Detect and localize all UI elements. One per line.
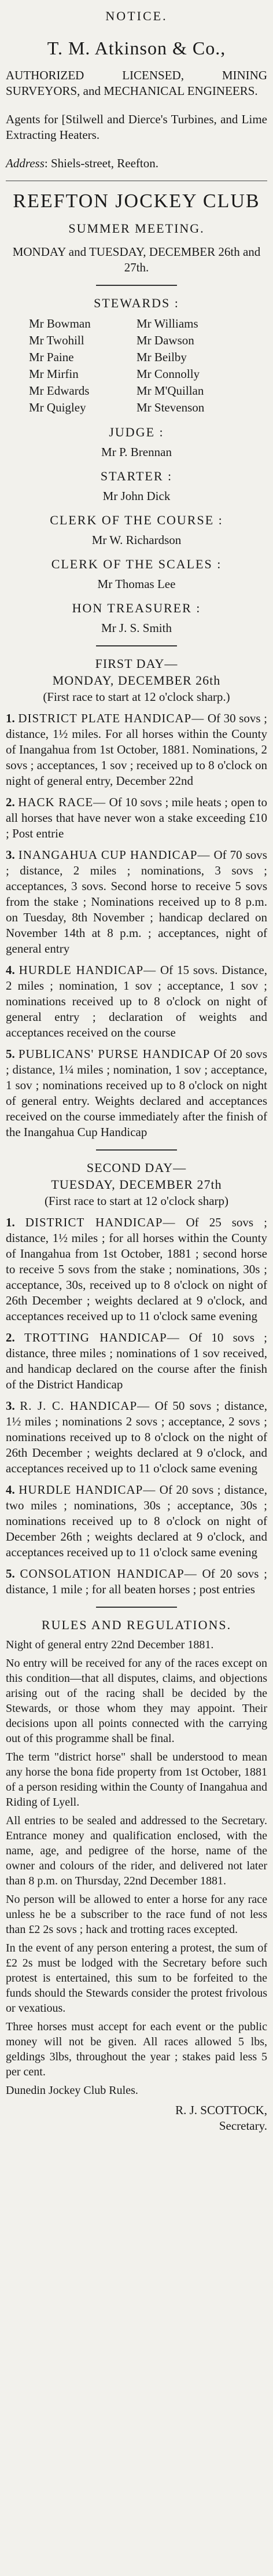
club-name: REEFTON JOCKEY CLUB (13, 190, 260, 212)
steward-name: Mr Dawson (136, 333, 194, 347)
firm-name: T. M. Atkinson & Co., (47, 38, 226, 58)
steward-name: Mr Edwards (29, 384, 90, 398)
day2-start-note: (First race to start at 12 o'clock sharp) (44, 1194, 229, 1208)
race-name: TROTTING HANDICAP— (24, 1331, 180, 1344)
rules-body (6, 1637, 267, 2098)
race-name: HACK RACE— (18, 795, 106, 809)
steward-name: Mr Connolly (136, 367, 200, 381)
clerk-scales-name: Mr Thomas Lee (97, 577, 176, 591)
secretary-title: Secretary. (219, 2119, 267, 2133)
race-entry (6, 1330, 267, 1392)
steward-name: Mr Stevenson (136, 400, 205, 414)
race-name: R. J. C. HANDICAP— (20, 1399, 150, 1413)
short-rule (96, 645, 177, 646)
steward-name: Mr Williams (136, 317, 198, 330)
firm-address: Address: Shiels-street, Reefton. (6, 156, 159, 170)
short-rule (96, 1149, 177, 1151)
race-entry (6, 1482, 267, 1560)
clerk-scales-heading: CLERK OF THE SCALES : (51, 557, 222, 571)
race-conditions: Of 20 sovs ; distance, 1 mile ; for all beaten horses ; post entries (6, 1567, 268, 1596)
day1-title: FIRST DAY— (95, 656, 178, 671)
rule-paragraph: Night of general entry 22nd December 1881. (6, 1638, 214, 1651)
rule-paragraph: All entries to be sealed and addressed to the Secretary. Entrance money and qualification enclosed, with the name, age, and pedigree of the horse, name of the owner and colours of the rider, and delivered not later than 8 p.m. on Thursday, 22nd December 1881. (6, 1814, 267, 1887)
short-rule (96, 1607, 177, 1608)
steward-name: Mr Quigley (29, 400, 86, 414)
notice-heading: NOTICE. (105, 9, 168, 23)
steward-name: Mr Mirfin (29, 367, 79, 381)
rule-paragraph: Dunedin Jockey Club Rules. (6, 2084, 138, 2097)
meeting-title: SUMMER MEETING. (68, 221, 205, 236)
race-conditions: Of 30 sovs ; distance, 1½ miles. For all horses within the County of Inangahua from 1st October, 1881. Nominations, 2 sovs ; acceptances, 1 sov ; received up to 8 o'clock on night of general entry, December 22nd (6, 711, 267, 788)
race-name: DISTRICT PLATE HANDICAP— (18, 711, 205, 725)
race-conditions: Of 10 sovs ; distance, three miles ; nominations of 1 sov received, and handicap declared on the course after the finish of the District Handicap (6, 1331, 267, 1391)
race-entry (6, 795, 267, 841)
race-entry (6, 1215, 267, 1324)
rule-paragraph: Three horses must accept for each event or the public money will not be given. All races allowed 5 lbs, geldings 3lbs, throughout the year ; stakes paid less 5 per cent. (6, 2020, 267, 2078)
race-entry (6, 847, 267, 957)
race-entry (6, 711, 267, 789)
treasurer-name: Mr J. S. Smith (101, 621, 172, 635)
race-number: 3. (6, 848, 15, 862)
race-number: 2. (6, 1331, 15, 1344)
race-name: PUBLICANS' PURSE HANDICAP (18, 1047, 211, 1061)
race-number: 4. (6, 1483, 15, 1497)
judge-heading: JUDGE : (109, 425, 164, 439)
firm-description: AUTHORIZED LICENSED, MINING SURVEYORS, and MECHANICAL ENGINEERS. (6, 68, 267, 98)
race-conditions: Of 70 sovs ; distance, 2 miles ; nominations, 3 sovs ; acceptances, 3 sovs. Second horse to receive 5 sovs from the stake ; Nominations received up to 8 p.m. on Tuesday, 8th November ; handicap declared on November 14th at 8 p.m. ; acceptances, night of general entry (6, 848, 267, 956)
stewards-list (6, 315, 267, 416)
treasurer-heading: HON TREASURER : (72, 601, 201, 615)
address-value: Shiels-street, Reefton. (50, 156, 159, 170)
steward-name: Mr Beilby (136, 350, 187, 364)
clerk-course-name: Mr W. Richardson (91, 533, 182, 547)
starter-heading: STARTER : (100, 469, 173, 483)
race-number: 5. (6, 1047, 15, 1061)
race-number: 1. (6, 711, 15, 725)
newspaper-column (6, 0, 267, 2576)
steward-name: Mr Bowman (29, 317, 91, 330)
race-conditions: Of 10 sovs ; mile heats ; open to all horses that have never won a stake exceeding £10 ; Post entrie (6, 795, 268, 840)
rule-paragraph: In the event of any person entering a protest, the sum of £2 2s must be lodged with the Secretary before such protest is entertained, this sum to be forfeited to the funds should the Stewards consider the protest frivolous or vexatious. (6, 1942, 267, 2015)
race-conditions: Of 15 sovs. Distance, 2 miles ; nomination, 1 sov ; acceptance, 1 sov ; nominations received up to 8 o'clock on night of general entry ; declaration of weights and acceptances received on the course (6, 963, 268, 1039)
secretary-signature: R. J. SCOTTOCK, (175, 2103, 267, 2117)
race-conditions: Of 20 sovs ; distance, two miles ; nominations, 30s ; acceptance, 30s ; nominations received up to 8 o'clock on night of December 26th ; weights declared at 9 o'clock, and acceptances received up to 11 o'clock same evening (6, 1483, 267, 1559)
meeting-dates: MONDAY and TUESDAY, DECEMBER 26th and 27th. (12, 245, 261, 274)
race-number: 4. (6, 963, 15, 977)
race-entry (6, 1566, 267, 1597)
race-entry (6, 1398, 267, 1476)
short-rule (96, 285, 177, 286)
race-conditions: Of 50 sovs ; distance, 1½ miles ; nominations 2 sovs ; acceptance, 2 sovs ; nominations received up to 8 o'clock on the night of 26th December ; weights declared at 9 o'clock, and acceptances received up to 11 o'clock same evening (6, 1399, 268, 1475)
day1-start-note: (First race to start at 12 o'clock sharp.) (43, 690, 230, 704)
race-entry (6, 962, 267, 1041)
race-number: 2. (6, 795, 15, 809)
day2-date: TUESDAY, DECEMBER 27th (51, 1177, 222, 1192)
race-name: DISTRICT HANDICAP— (25, 1215, 176, 1229)
day1-date: MONDAY, DECEMBER 26th (52, 673, 221, 688)
race-conditions: Of 20 sovs ; distance, 1¼ miles ; nomination, 1 sov ; acceptance, 1 sov ; nominations received up to 8 o'clock on night of general entry. Weights declared and acceptances received on the course immediately after the finish of the Inangahua Cup Handicap (6, 1047, 268, 1139)
firm-agency: Agents for [Stilwell and Dierce's Turbines, and Lime Extracting Heaters. (6, 112, 267, 142)
steward-name: Mr Paine (29, 350, 74, 364)
judge-name: Mr P. Brennan (101, 445, 172, 459)
day2-title: SECOND DAY— (86, 1160, 187, 1175)
race-number: 3. (6, 1399, 15, 1413)
rules-heading: RULES AND REGULATIONS. (41, 1618, 232, 1632)
race-name: INANGAHUA CUP HANDICAP— (18, 848, 211, 862)
race-name: HURDLE HANDICAP— (19, 1483, 156, 1497)
race-conditions: Of 25 sovs ; distance, 1½ miles ; for all horses within the County of Inangahua from 1st October, 1881 ; second horse to receive 5 sovs from the stake ; nominations, 30s ; acceptance, 30s, received up to 8 o'clock on night of 26th December ; weights declared at 9 o'clock, and acceptances received up to 11 o'clock same evening (6, 1215, 267, 1323)
rule-paragraph: No person will be allowed to enter a horse for any race unless he be a subscriber to the race fund of not less than £2 2s sovs ; hack and trotting races excepted. (6, 1893, 267, 1936)
race-number: 5. (6, 1567, 15, 1581)
race-entry (6, 1046, 267, 1140)
rule-paragraph: The term "district horse" shall be understood to mean any horse the bona fide property from 1st October, 1881 of a person residing within the County of Inangahua and Riding of Lyell. (6, 1751, 267, 1809)
rule-paragraph: No entry will be received for any of the races except on this condition—that all disputes, claims, and objections arising out of the racing shall be decided by the Stewards, or those whom they may appoint. Their decisions upon all points connected with the carrying out of this programme shall be final. (6, 1657, 267, 1745)
steward-name: Mr M'Quillan (136, 384, 204, 398)
starter-name: Mr John Dick (102, 489, 171, 503)
address-label: Address (6, 156, 45, 170)
race-name: HURDLE HANDICAP— (19, 963, 157, 977)
stewards-heading: STEWARDS : (94, 296, 179, 310)
clerk-course-heading: CLERK OF THE COURSE : (50, 513, 223, 527)
race-number: 1. (6, 1215, 15, 1229)
steward-name: Mr Twohill (29, 333, 84, 347)
race-name: CONSOLATION HANDICAP— (20, 1567, 197, 1581)
